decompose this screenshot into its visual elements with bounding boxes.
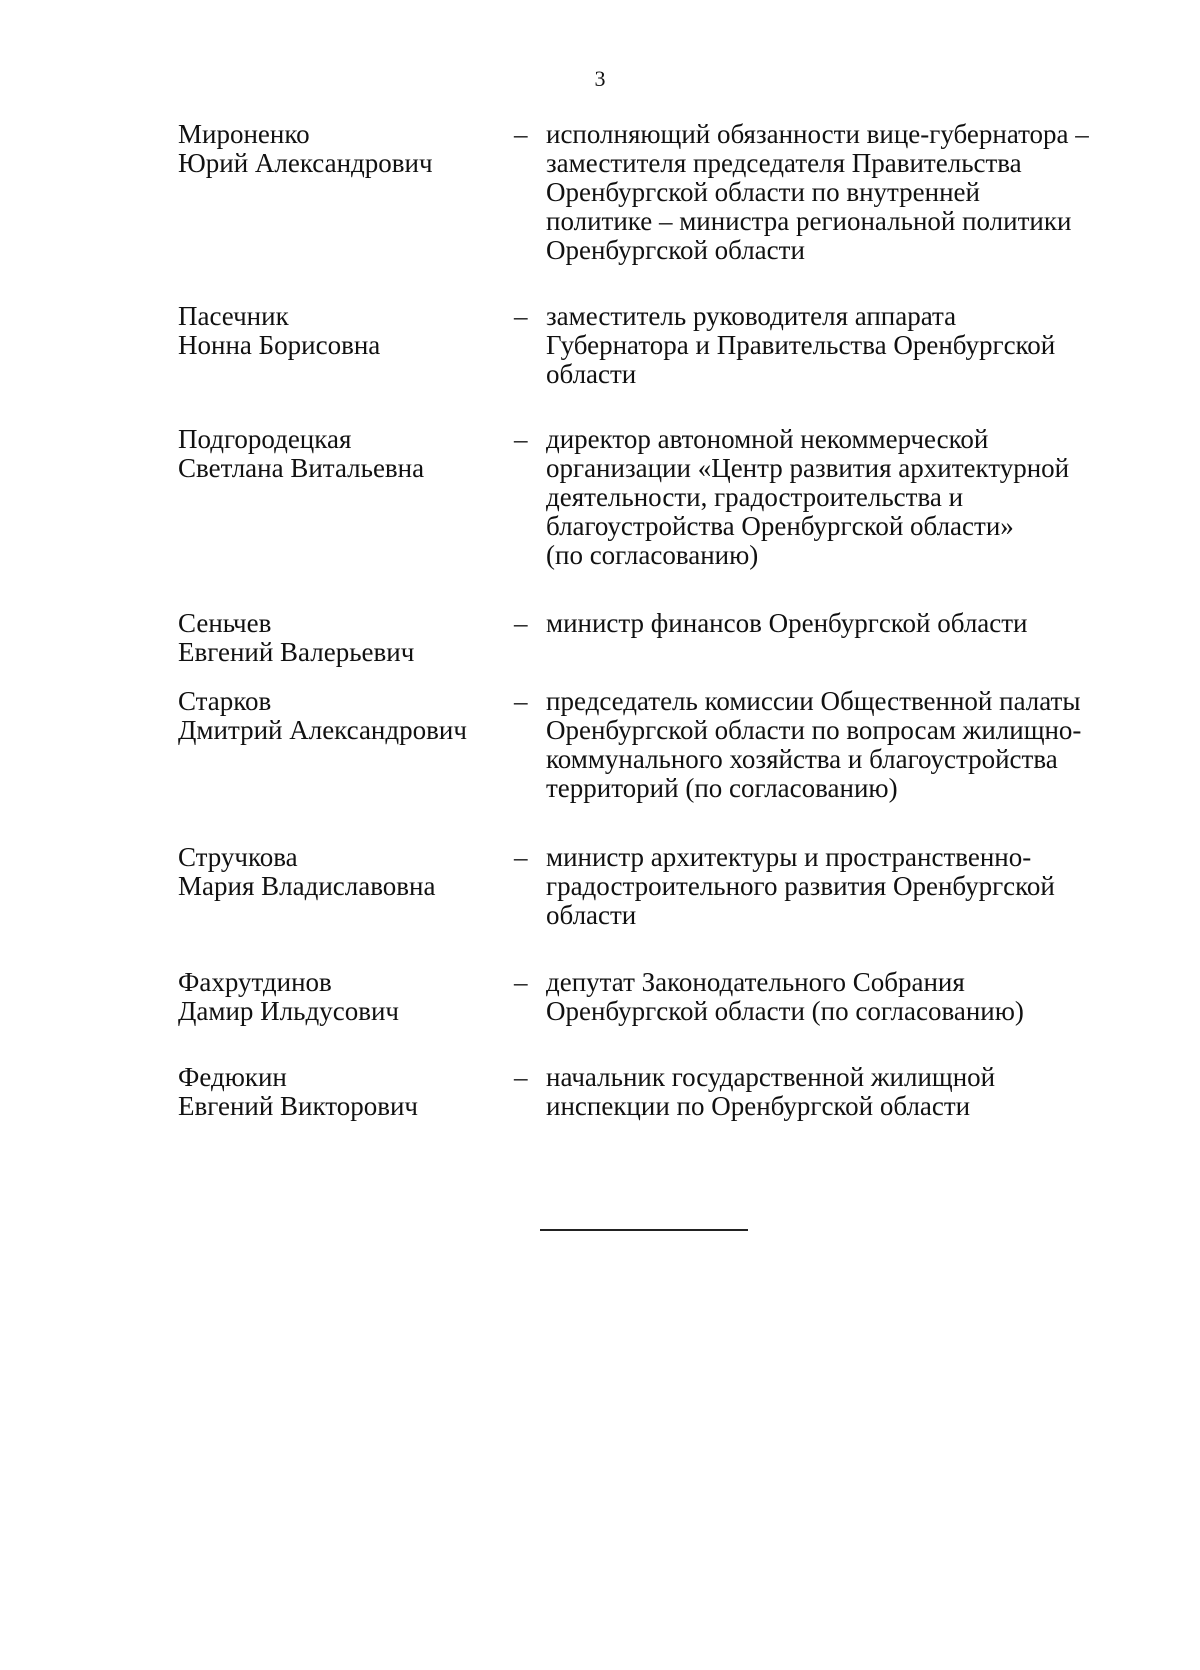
dash-separator: –	[514, 119, 528, 149]
member-surname: Старков	[178, 686, 272, 716]
member-given-names: Евгений Валерьевич	[178, 637, 415, 667]
position-line: Оренбургской области	[546, 235, 805, 265]
member-given-names: Светлана Витальевна	[178, 453, 425, 483]
member-name	[178, 609, 498, 667]
member-given-names: Дамир Ильдусович	[178, 996, 399, 1026]
end-of-list-rule	[540, 1229, 748, 1231]
position-line: председатель комиссии Общественной палаты	[546, 686, 1081, 716]
page-number: 3	[594, 66, 606, 91]
position-line: (по согласованию)	[546, 540, 759, 570]
member-position	[546, 968, 1106, 1026]
position-line: директор автономной некоммерческой	[546, 424, 989, 454]
member-surname: Пасечник	[178, 301, 289, 331]
position-line: депутат Законодательного Собрания	[546, 967, 965, 997]
member-name	[178, 120, 498, 178]
member-surname: Сеньчев	[178, 608, 272, 638]
position-line: Оренбургской области (по согласованию)	[546, 996, 1024, 1026]
position-line: начальник государственной жилищной	[546, 1062, 996, 1092]
member-given-names: Дмитрий Александрович	[178, 715, 467, 745]
dash-separator: –	[514, 967, 528, 997]
position-line: министр архитектуры и пространственно-	[546, 842, 1032, 872]
dash-separator: –	[514, 301, 528, 331]
position-line: территорий (по согласованию)	[546, 773, 898, 803]
member-given-names: Евгений Викторович	[178, 1091, 418, 1121]
position-line: коммунального хозяйства и благоустройства	[546, 744, 1058, 774]
position-line: области	[546, 900, 637, 930]
member-name	[178, 843, 498, 901]
position-line: исполняющий обязанности вице-губернатора –	[546, 119, 1089, 149]
member-position	[546, 687, 1106, 803]
member-given-names: Мария Владиславовна	[178, 871, 436, 901]
member-position	[546, 843, 1106, 930]
member-surname: Фахрутдинов	[178, 967, 332, 997]
member-given-names: Нонна Борисовна	[178, 330, 381, 360]
member-name	[178, 425, 498, 483]
position-line: инспекции по Оренбургской области	[546, 1091, 971, 1121]
position-line: заместитель руководителя аппарата	[546, 301, 957, 331]
position-line: градостроительного развития Оренбургской	[546, 871, 1055, 901]
position-line: благоустройства Оренбургской области»	[546, 511, 1014, 541]
member-surname: Подгородецкая	[178, 424, 352, 454]
member-name	[178, 968, 498, 1026]
position-line: Губернатора и Правительства Оренбургской	[546, 330, 1056, 360]
dash-separator: –	[514, 1062, 528, 1092]
dash-separator: –	[514, 842, 528, 872]
position-line: Оренбургской области по внутренней	[546, 177, 980, 207]
position-line: Оренбургской области по вопросам жилищно-	[546, 715, 1082, 745]
member-position	[546, 302, 1106, 389]
member-position	[546, 120, 1106, 265]
member-surname: Мироненко	[178, 119, 310, 149]
position-line: области	[546, 359, 637, 389]
member-given-names: Юрий Александрович	[178, 148, 433, 178]
dash-separator: –	[514, 686, 528, 716]
member-position	[546, 1063, 1106, 1121]
position-line: деятельности, градостроительства и	[546, 482, 964, 512]
dash-separator: –	[514, 424, 528, 454]
member-name	[178, 1063, 498, 1121]
member-name	[178, 302, 498, 360]
position-line: министр финансов Оренбургской области	[546, 608, 1028, 638]
position-line: организации «Центр развития архитектурной	[546, 453, 1070, 483]
member-position	[546, 425, 1106, 570]
member-name	[178, 687, 498, 745]
member-surname: Стручкова	[178, 842, 298, 872]
member-position	[546, 609, 1106, 638]
member-surname: Федюкин	[178, 1062, 287, 1092]
position-line: заместителя председателя Правительства	[546, 148, 1022, 178]
position-line: политике – министра региональной политики	[546, 206, 1072, 236]
dash-separator: –	[514, 608, 528, 638]
